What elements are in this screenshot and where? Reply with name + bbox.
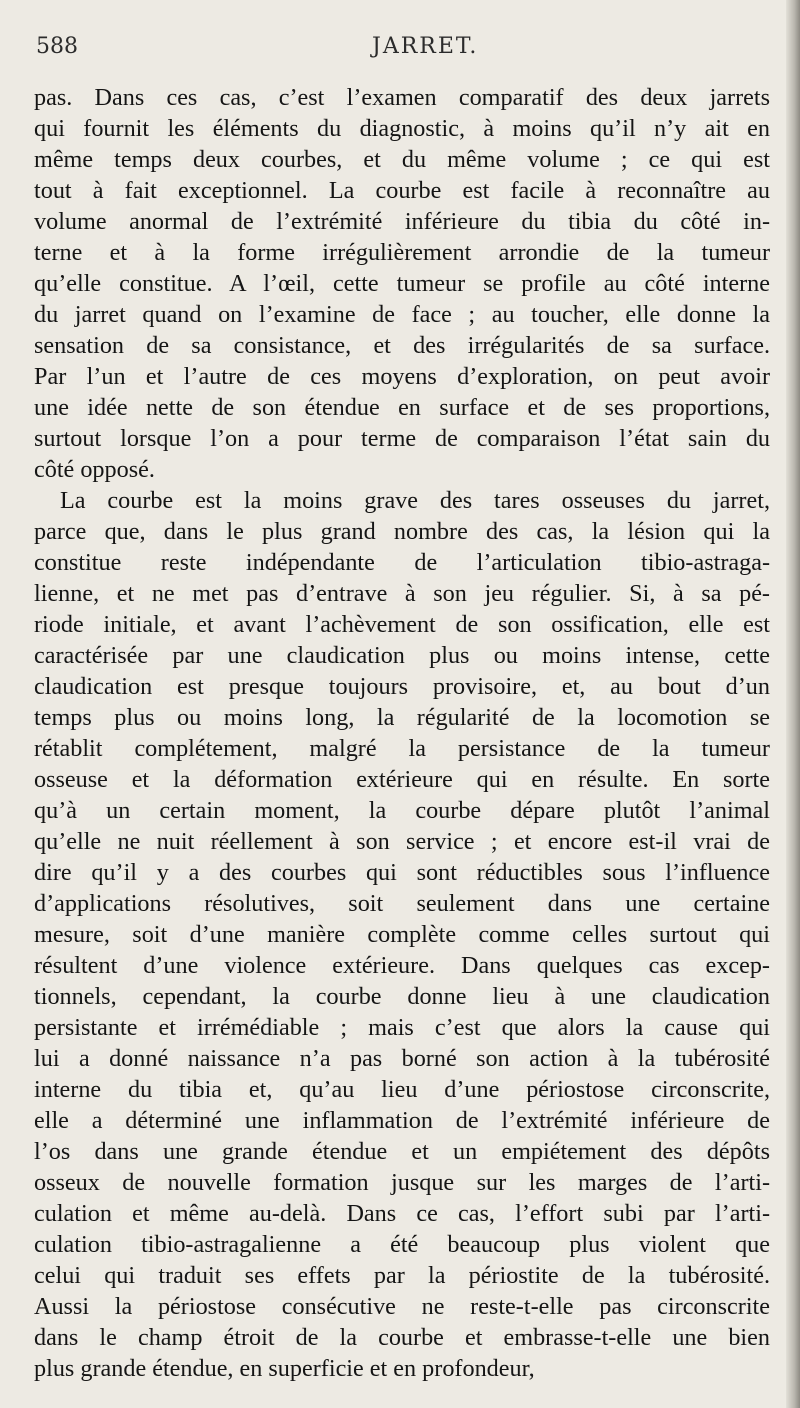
text-line: pas. Dans ces cas, c’est l’examen comparatif des deux jarrets — [34, 84, 770, 111]
text-line: temps plus ou moins long, la régularité de la locomotion se — [34, 704, 770, 731]
paragraph — [34, 485, 770, 1384]
text-line: elle a déterminé une inflammation de l’extrémité inférieure de — [34, 1107, 770, 1134]
text-line: lui a donné naissance n’a pas borné son action à la tubérosité — [34, 1045, 770, 1072]
page-header — [36, 34, 770, 68]
body-text — [34, 82, 770, 1384]
page-edge-shadow — [786, 0, 800, 1408]
text-line: plus grande étendue, en superficie et en profondeur, — [34, 1355, 535, 1382]
text-line: du jarret quand on l’examine de face ; au toucher, elle donne la — [34, 301, 770, 328]
text-line: mesure, soit d’une manière complète comme celles surtout qui — [34, 921, 770, 948]
text-line: dans le champ étroit de la courbe et embrasse-t-elle une bien — [34, 1324, 770, 1351]
text-line: dire qu’il y a des courbes qui sont réductibles sous l’influence — [34, 859, 770, 886]
text-line: claudication est presque toujours provisoire, et, au bout d’un — [34, 673, 770, 700]
text-line: culation tibio-astragalienne a été beaucoup plus violent que — [34, 1231, 770, 1258]
text-line: l’os dans une grande étendue et un empiétement des dépôts — [34, 1138, 770, 1165]
text-line: riode initiale, et avant l’achèvement de son ossification, elle est — [34, 611, 770, 638]
page-number: 588 — [36, 34, 78, 59]
text-line: culation et même au-delà. Dans ce cas, l’effort subi par l’arti- — [34, 1200, 770, 1227]
text-line: Par l’un et l’autre de ces moyens d’exploration, on peut avoir — [34, 363, 770, 390]
text-line: Aussi la périostose consécutive ne reste-t-elle pas circonscrite — [34, 1293, 770, 1320]
text-line: surtout lorsque l’on a pour terme de comparaison l’état sain du — [34, 425, 770, 452]
text-line: tionnels, cependant, la courbe donne lieu à une claudication — [34, 983, 770, 1010]
text-line: osseux de nouvelle formation jusque sur les marges de l’arti- — [34, 1169, 770, 1196]
text-line: une idée nette de son étendue en surface et de ses proportions, — [34, 394, 770, 421]
text-line: sensation de sa consistance, et des irrégularités de sa surface. — [34, 332, 770, 359]
text-line: persistante et irrémédiable ; mais c’est que alors la cause qui — [34, 1014, 770, 1041]
text-line: qui fournit les éléments du diagnostic, à moins qu’il n’y ait en — [34, 115, 770, 142]
text-line: d’applications résolutives, soit seulement dans une certaine — [34, 890, 770, 917]
text-line: parce que, dans le plus grand nombre des cas, la lésion qui la — [34, 518, 770, 545]
text-line: résultent d’une violence extérieure. Dans quelques cas excep- — [34, 952, 770, 979]
text-line: même temps deux courbes, et du même volume ; ce qui est — [34, 146, 770, 173]
text-line: osseuse et la déformation extérieure qui en résulte. En sorte — [34, 766, 770, 793]
paragraph — [34, 82, 770, 485]
text-line: volume anormal de l’extrémité inférieure du tibia du côté in- — [34, 208, 770, 235]
text-line: La courbe est la moins grave des tares osseuses du jarret, — [60, 487, 770, 514]
text-line: rétablit complétement, malgré la persistance de la tumeur — [34, 735, 770, 762]
text-line: tout à fait exceptionnel. La courbe est facile à reconnaître au — [34, 177, 770, 204]
text-line: qu’elle ne nuit réellement à son service ; et encore est-il vrai de — [34, 828, 770, 855]
running-title: JARRET. — [372, 34, 479, 59]
text-line: celui qui traduit ses effets par la périostite de la tubérosité. — [34, 1262, 770, 1289]
text-line: côté opposé. — [34, 456, 155, 483]
text-line: interne du tibia et, qu’au lieu d’une périostose circonscrite, — [34, 1076, 770, 1103]
text-line: lienne, et ne met pas d’entrave à son jeu régulier. Si, à sa pé- — [34, 580, 770, 607]
text-line: constitue reste indépendante de l’articulation tibio-astraga- — [34, 549, 770, 576]
text-line: qu’elle constitue. A l’œil, cette tumeur se profile au côté interne — [34, 270, 770, 297]
text-line: qu’à un certain moment, la courbe dépare plutôt l’animal — [34, 797, 770, 824]
text-line: caractérisée par une claudication plus ou moins intense, cette — [34, 642, 770, 669]
text-line: terne et à la forme irrégulièrement arrondie de la tumeur — [34, 239, 770, 266]
